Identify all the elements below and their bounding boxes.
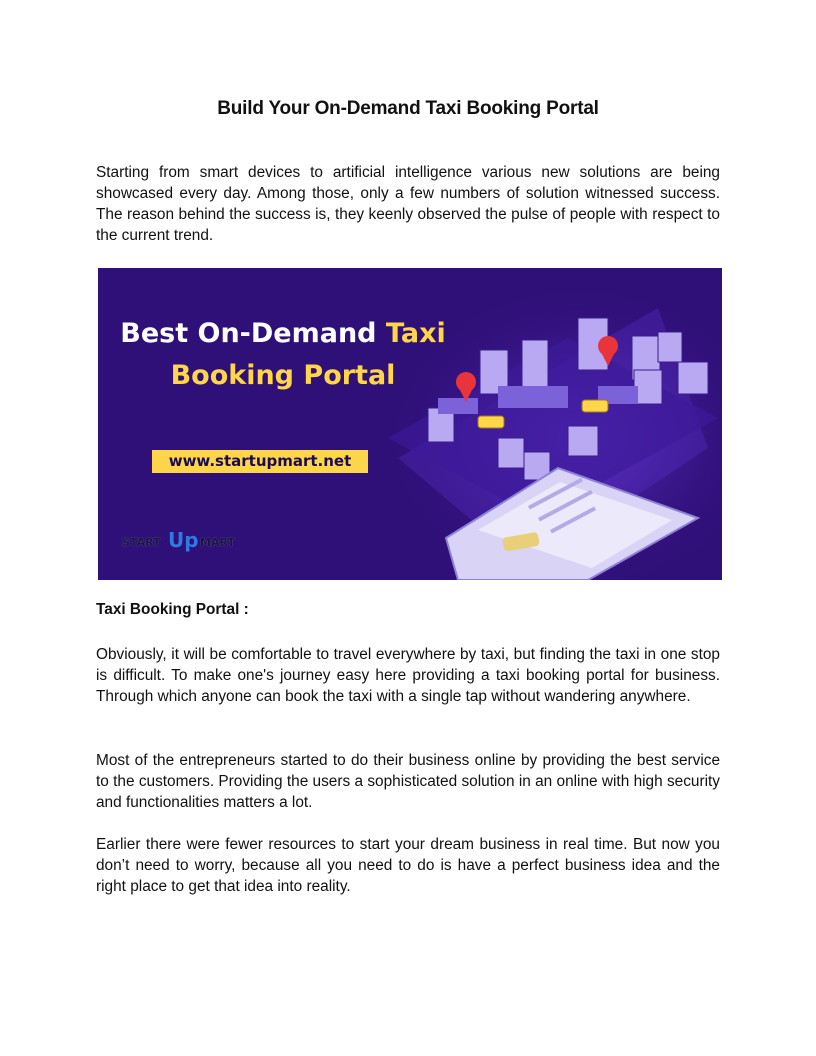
intro-paragraph: Starting from smart devices to artificial intelligence various new solutions are being showcased every day. Among those, only a few numbers of solution witnessed success. The reason behind the success is, they keenly observed the pulse of people with respect to the current trend. bbox=[96, 164, 720, 244]
logo-start-text: START bbox=[122, 536, 161, 549]
logo-mart-text: MART bbox=[200, 536, 235, 549]
body-paragraph-3: Earlier there were fewer resources to start your dream business in real time. But now you don’t need to worry, because all you need to do is have a perfect business idea and the right place to get that idea into reality. bbox=[96, 836, 720, 895]
section-heading: Taxi Booking Portal : bbox=[96, 601, 249, 618]
body-paragraph-2: Most of the entrepreneurs started to do their business online by providing the best service to the customers. Providing the users a sophisticated solution in an online with high security and functionalities matters a lot. bbox=[96, 752, 720, 811]
banner-headline-white: Best On-Demand bbox=[120, 318, 386, 349]
body-paragraph-1: Obviously, it will be comfortable to travel everywhere by taxi, but finding the taxi in one stop is difficult. To make one's journey easy here providing a taxi booking portal for business. Through which anyone can book the taxi with a single tap without wandering anywhere. bbox=[96, 646, 720, 705]
logo-up-text: Up bbox=[168, 528, 199, 552]
page-title: Build Your On-Demand Taxi Booking Portal bbox=[217, 98, 599, 119]
banner-url-badge: www.startupmart.net bbox=[152, 450, 368, 473]
banner-headline-line2: Booking Portal bbox=[170, 360, 396, 391]
promo-banner-image bbox=[98, 268, 722, 580]
banner-headline-yellow: Taxi bbox=[385, 318, 446, 349]
startupmart-logo bbox=[122, 524, 262, 558]
banner-headline-line1 bbox=[98, 318, 468, 349]
